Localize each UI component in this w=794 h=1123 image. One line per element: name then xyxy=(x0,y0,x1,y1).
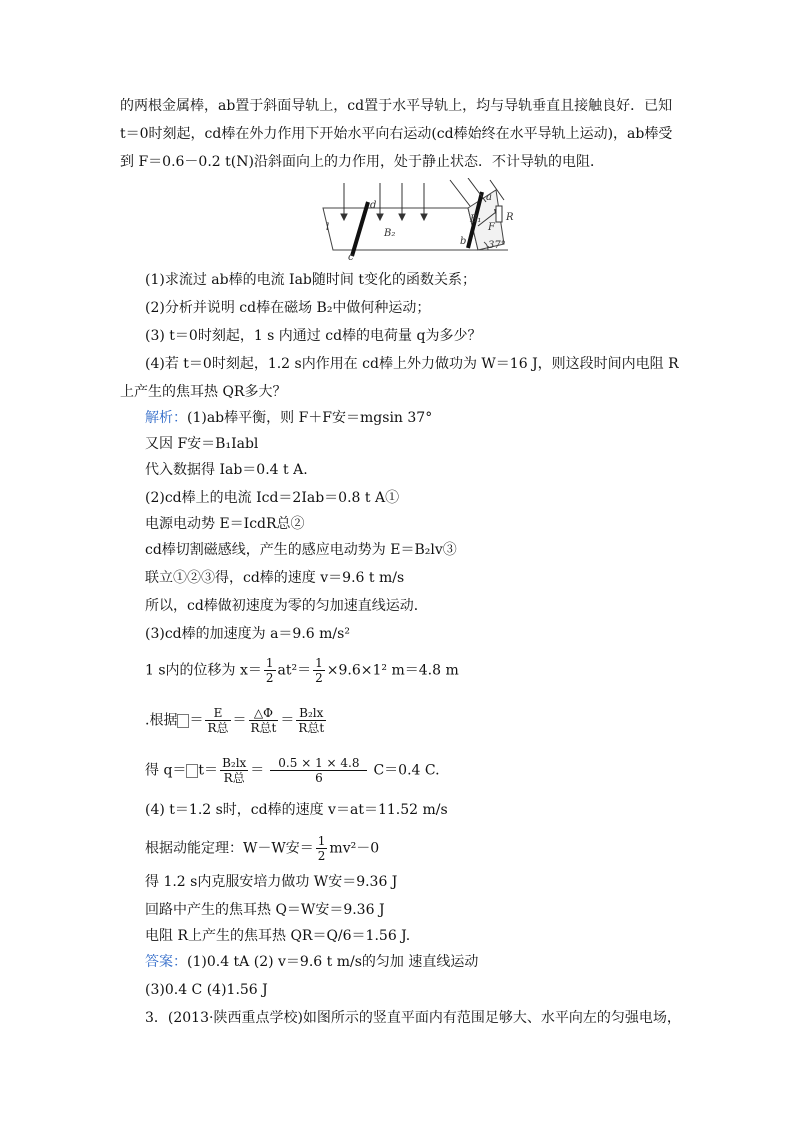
label-angle: 37° xyxy=(488,240,506,251)
resistor-icon xyxy=(496,206,502,222)
label-c: c xyxy=(348,252,354,262)
solution-line-4: (2)cd棒上的电流 Icd＝2Iab＝0.8 t A① xyxy=(145,490,400,506)
answer-line-2: (3)0.4 C (4)1.56 J xyxy=(145,982,268,998)
physics-figure xyxy=(318,178,518,262)
label-b: b xyxy=(460,236,467,247)
missing-glyph-icon xyxy=(177,714,189,728)
fraction-e-over-r: $\frac{E}{\text{R总}}$ xyxy=(207,706,229,735)
fraction-half-3: $\frac{1}{2}$ xyxy=(317,834,326,863)
answer-line-1 xyxy=(145,952,478,972)
intro-line-3: 到 F＝0.6－0.2 t(N)沿斜面向上的力作用，处于静止状态．不计导轨的电阻． xyxy=(120,154,604,170)
label-l: l xyxy=(326,222,330,233)
question-4: (4)若 t＝0时刻起，1.2 s内作用在 cd棒上外力做功为 W＝16 J，则这段时间内电阻 R xyxy=(145,356,679,372)
label-d: d xyxy=(370,200,377,211)
solution-line-14: 根据动能定理：W－W安＝ $\frac{1}{2}$ mv²－0 xyxy=(145,834,380,863)
solution-line-2: 又因 F安＝B₁Iabl xyxy=(145,436,259,452)
solution-line-7: 联立①②③得，cd棒的速度 v＝9.6 t m/s xyxy=(145,570,405,586)
solution-line-6: cd棒切割磁感线，产生的感应电动势为 E＝B₂lv③ xyxy=(145,542,457,558)
intro-line-1: 的两根金属棒，ab置于斜面导轨上，cd置于水平导轨上，均与导轨垂直且接触良好．已知 xyxy=(120,98,673,114)
solution-line-3: 代入数据得 Iab＝0.4 t A. xyxy=(145,462,308,478)
label-f: F xyxy=(488,222,495,233)
solution-line-12: 得 q＝ t＝ $\frac{\text{B₂lx}}{\text{R总}}$ ＝ $\frac{0.5 \times 1 \times 4.8}{6}$ C＝0.4 C. xyxy=(145,756,440,785)
fraction-half: $\frac{1}{2}$ xyxy=(265,656,274,685)
solution-line-16: 回路中产生的焦耳热 Q＝W安＝9.36 J xyxy=(145,902,385,918)
next-question: 3．(2013·陕西重点学校)如图所示的竖直平面内有范围足够大、水平向左的匀强电场， xyxy=(145,1010,681,1026)
solution-line-1 xyxy=(145,408,432,428)
label-b1: B₁ xyxy=(470,214,482,225)
solution-text-1: (1)ab棒平衡，则 F＋F安＝mgsin 37° xyxy=(187,410,433,426)
missing-glyph-icon xyxy=(186,764,198,778)
solution-line-10: 1 s内的位移为 x＝ $\frac{1}{2}$ at²＝ $\frac{1}{2}$ ×9.6×1² m＝4.8 m xyxy=(145,656,459,685)
solution-line-9: (3)cd棒的加速度为 a＝9.6 m/s² xyxy=(145,626,350,642)
displacement-text: 1 s内的位移为 x＝ xyxy=(145,662,262,679)
label-a: a xyxy=(486,192,492,203)
question-4-cont: 上产生的焦耳热 QR多大？ xyxy=(120,384,287,400)
question-1: (1)求流过 ab棒的电流 Iab随时间 t变化的函数关系； xyxy=(145,272,476,288)
solution-label: 解析： xyxy=(145,410,187,426)
fraction-blx-over-r: $\frac{\text{B₂lx}}{\text{R总}}$ xyxy=(222,756,247,785)
label-b2: B₂ xyxy=(384,228,396,239)
solution-line-11: .根据 ＝ $\frac{E}{\text{R总}}$ ＝ $\frac{\triangle\Phi}{\text{R总t}}$ ＝ $\frac{\text{B₂lx}}{\text{R总t}}$ xyxy=(145,706,325,735)
cd-bar xyxy=(352,202,368,256)
question-3: (3) t＝0时刻起，1 s 内通过 cd棒的电荷量 q为多少？ xyxy=(145,328,482,344)
solution-line-15: 得 1.2 s内克服安培力做功 W安＝9.36 J xyxy=(145,874,398,890)
solution-line-5: 电源电动势 E＝IcdR总② xyxy=(145,516,305,532)
fraction-blx-over-rt: $\frac{\text{B₂lx}}{\text{R总t}}$ xyxy=(298,706,325,735)
answer-label: 答案： xyxy=(145,954,187,970)
solution-line-17: 电阻 R上产生的焦耳热 QR＝Q/6＝1.56 J. xyxy=(145,928,411,944)
intro-line-2: t＝0时刻起，cd棒在外力作用下开始水平向右运动(cd棒始终在水平导轨上运动)，ab棒受 xyxy=(120,126,673,142)
fraction-half-2: $\frac{1}{2}$ xyxy=(315,656,323,685)
b2-field-arrows xyxy=(341,183,427,220)
fraction-dphi-over-rt: $\frac{\triangle\Phi}{\text{R总t}}$ xyxy=(250,706,277,735)
label-r: R xyxy=(506,212,514,223)
fraction-calc: $\frac{0.5 \times 1 \times 4.8}{6}$ xyxy=(270,756,367,785)
solution-line-13: (4) t＝1.2 s时，cd棒的速度 v＝at＝11.52 m/s xyxy=(145,802,448,818)
solution-line-8: 所以，cd棒做初速度为零的匀加速直线运动． xyxy=(145,598,428,614)
answer-text-1: (1)0.4 tA (2) v＝9.6 t m/s的匀加 速直线运动 xyxy=(187,954,479,970)
question-2: (2)分析并说明 cd棒在磁场 B₂中做何种运动； xyxy=(145,300,431,316)
